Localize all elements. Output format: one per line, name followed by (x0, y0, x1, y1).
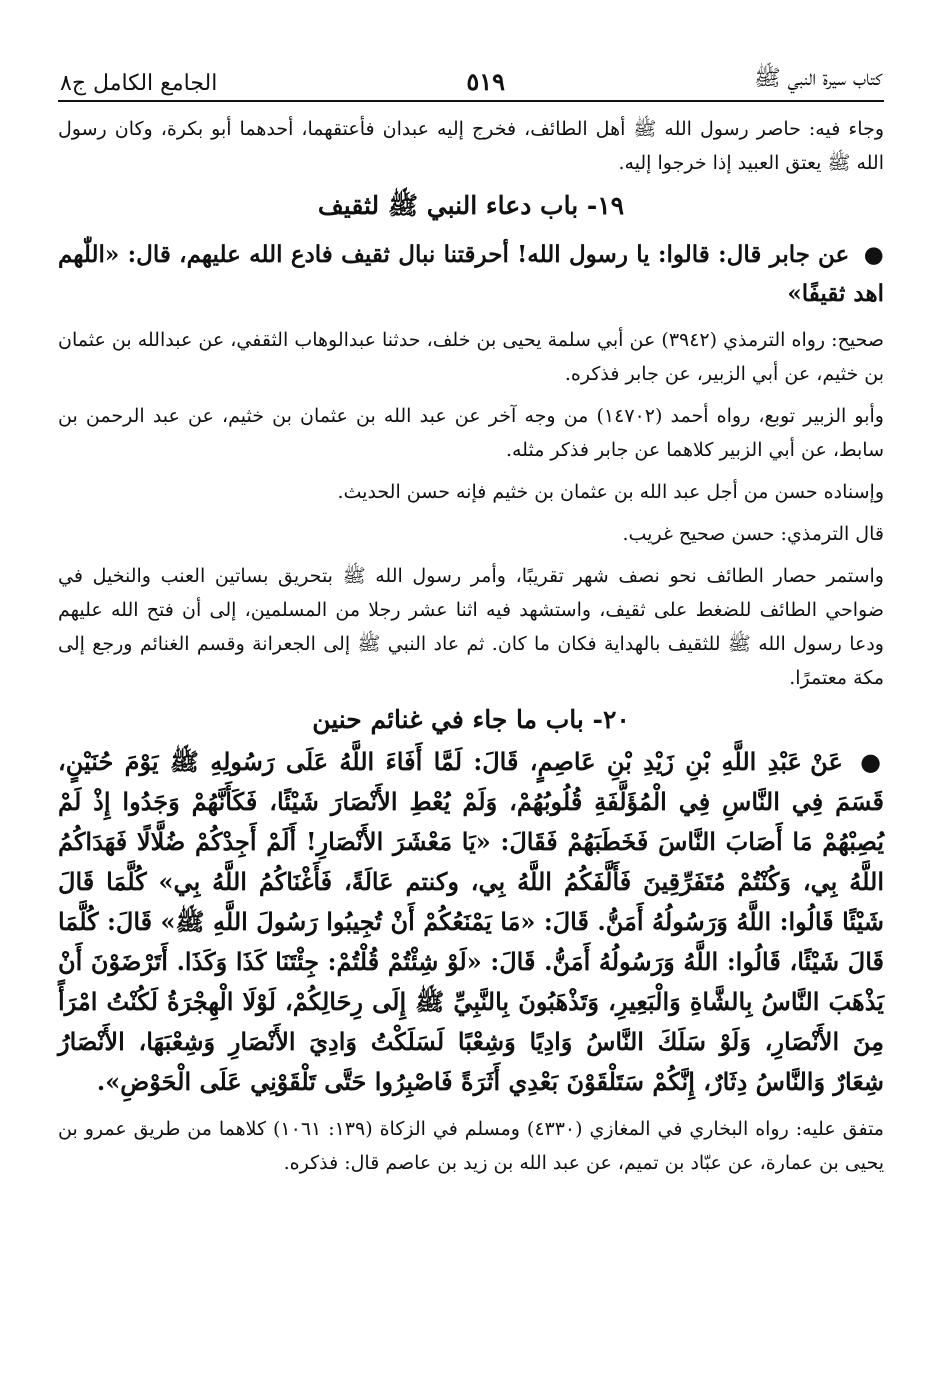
intro-paragraph: وجاء فيه: حاصر رسول الله ﷺ أهل الطائف، فخرج إليه عبدان فأعتقهما، أحدهما أبو بكرة، وكان رسول الله ﷺ يعتق العبيد إذا خرجوا إليه. (58, 118, 884, 174)
section-20-hadith (58, 742, 884, 1102)
header-volume: الجامع الكامل ج٨ (60, 71, 218, 96)
hadith-text: عن جابر قال: قالوا: يا رسول الله! أحرقتنا نبال ثقيف فادع الله عليهم، قال: «اللّٰهم اهد ثقيفًا» (58, 241, 884, 307)
section-19-title: ١٩- باب دعاء النبي ﷺ لثقيف (317, 191, 625, 220)
bullet-icon: ● (863, 241, 884, 268)
history-note: واستمر حصار الطائف نحو نصف شهر تقريبًا، وأمر رسول الله ﷺ بتحريق بساتين العنب والنخيل في ضواحي الطائف للضغط على ثقيف، واستشهد فيه اثنا عشر رجلا من المسلمين، إلى أن فتح الله عليهم ودعا رسول الله ﷺ للثقيف بالهداية فكان ما كان. ثم عاد النبي ﷺ إلى الجعرانة وقسم الغنائم ورجع إلى مكة معتمرًا. (58, 565, 884, 689)
page-number: ٥١٩ (466, 67, 506, 96)
takhrij-note: وإسناده حسن من أجل عبد الله بن عثمان بن خثيم فإنه حسن الحديث. (337, 481, 884, 503)
takhrij-note: متفق عليه: رواه البخاري في المغازي (٤٣٣٠) ومسلم في الزكاة (١٣٩: ١٠٦١) كلاهما من طريق عمرو بن يحيى بن عمارة، عن عبّاد بن تميم، عن عبد الله بن زيد بن عاصم قال: فذكره. (58, 1118, 884, 1174)
hadith-text: عَنْ عَبْدِ اللَّهِ بْنِ زَيْدِ بْنِ عَاصِمٍ، قَالَ: لَمَّا أَفَاءَ اللَّهُ عَلَى رَسُولِهِ ﷺ يَوْمَ حُنَيْنٍ، قَسَمَ فِي النَّاسِ فِي الْمُؤَلَّفَةِ قُلُوبُهُمْ، وَلَمْ يُعْطِ الأَنْصَارَ شَيْئًا، فَكَأَنَّهُمْ وَجَدُوا إِذْ لَمْ يُصِبْهُمْ مَا أَصَابَ النَّاسَ فَخَطَبَهُمْ فَقَالَ: «يَا مَعْشَرَ الأَنْصَارِ! أَلَمْ أَجِدْكُمْ ضُلَّالًا فَهَدَاكُمُ اللَّهُ بِي، وَكُنْتُمْ مُتَفَرِّقِينَ فَأَلَّفَكُمُ اللَّهُ بِي، وكنتم عَالَةً، فَأَغْنَاكُمُ اللَّهُ بِي» كُلَّمَا قَالَ شَيْئًا قَالُوا: اللَّهُ وَرَسُولُهُ أَمَنُّ. قَالَ: «مَا يَمْنَعُكُمْ أَنْ تُجِيبُوا رَسُولَ اللَّهِ ﷺ» قَالَ: كُلَّمَا قَالَ شَيْئًا، قَالُوا: اللَّهُ وَرَسُولُهُ أَمَنُّ. قَالَ: «لَوْ شِئْتُمْ قُلْتُمْ: جِئْتَنَا كَذَا وَكَذَا. أَتَرْضَوْنَ أَنْ يَذْهَبَ النَّاسُ بِالشَّاةِ وَالْبَعِيرِ، وَتَذْهَبُونَ بِالنَّبِيِّ ﷺ إِلَى رِحَالِكُمْ، لَوْلَا الْهِجْرَةُ لَكُنْتُ امْرَأً مِنَ الأَنْصَارِ، وَلَوْ سَلَكَ النَّاسُ وَادِيًا وَشِعْبًا لَسَلَكْتُ وَادِيَ الأَنْصَارِ وَشِعْبَهَا، الأَنْصَارُ شِعَارٌ وَالنَّاسُ دِثَارٌ، إِنَّكُمْ سَتَلْقَوْنَ بَعْدِي أَثَرَةً فَاصْبِرُوا حَتَّى تَلْقَوْنِي عَلَى الْحَوْضِ». (58, 747, 884, 1096)
takhrij-note: وأبو الزبير توبع، رواه أحمد (١٤٧٠٢) من وجه آخر عن عبد الله بن عثمان بن خثيم، عن عبد الرحمن بن سابط، عن أبي الزبير كلاهما عن جابر فذكر مثله. (58, 405, 884, 461)
section-19-hadith (58, 235, 884, 313)
book-page (58, 58, 884, 1180)
bullet-icon: ● (860, 747, 884, 776)
section-20-notes (58, 1112, 884, 1180)
page-header (58, 58, 884, 102)
header-book-title: كتاب سيرة النبي ﷺ (754, 66, 882, 91)
takhrij-note: صحيح: رواه الترمذي (٣٩٤٢) عن أبي سلمة يحيى بن خلف، حدثنا عبدالوهاب الثقفي، عن عبدالله بن عثمان بن خثيم، عن أبي الزبير، عن جابر فذكره. (58, 329, 884, 385)
section-20-title: ٢٠- باب ما جاء في غنائم حنين (312, 705, 630, 734)
section-19-notes (58, 323, 884, 695)
intro-block (58, 112, 884, 180)
takhrij-note: قال الترمذي: حسن صحيح غريب. (622, 523, 884, 545)
